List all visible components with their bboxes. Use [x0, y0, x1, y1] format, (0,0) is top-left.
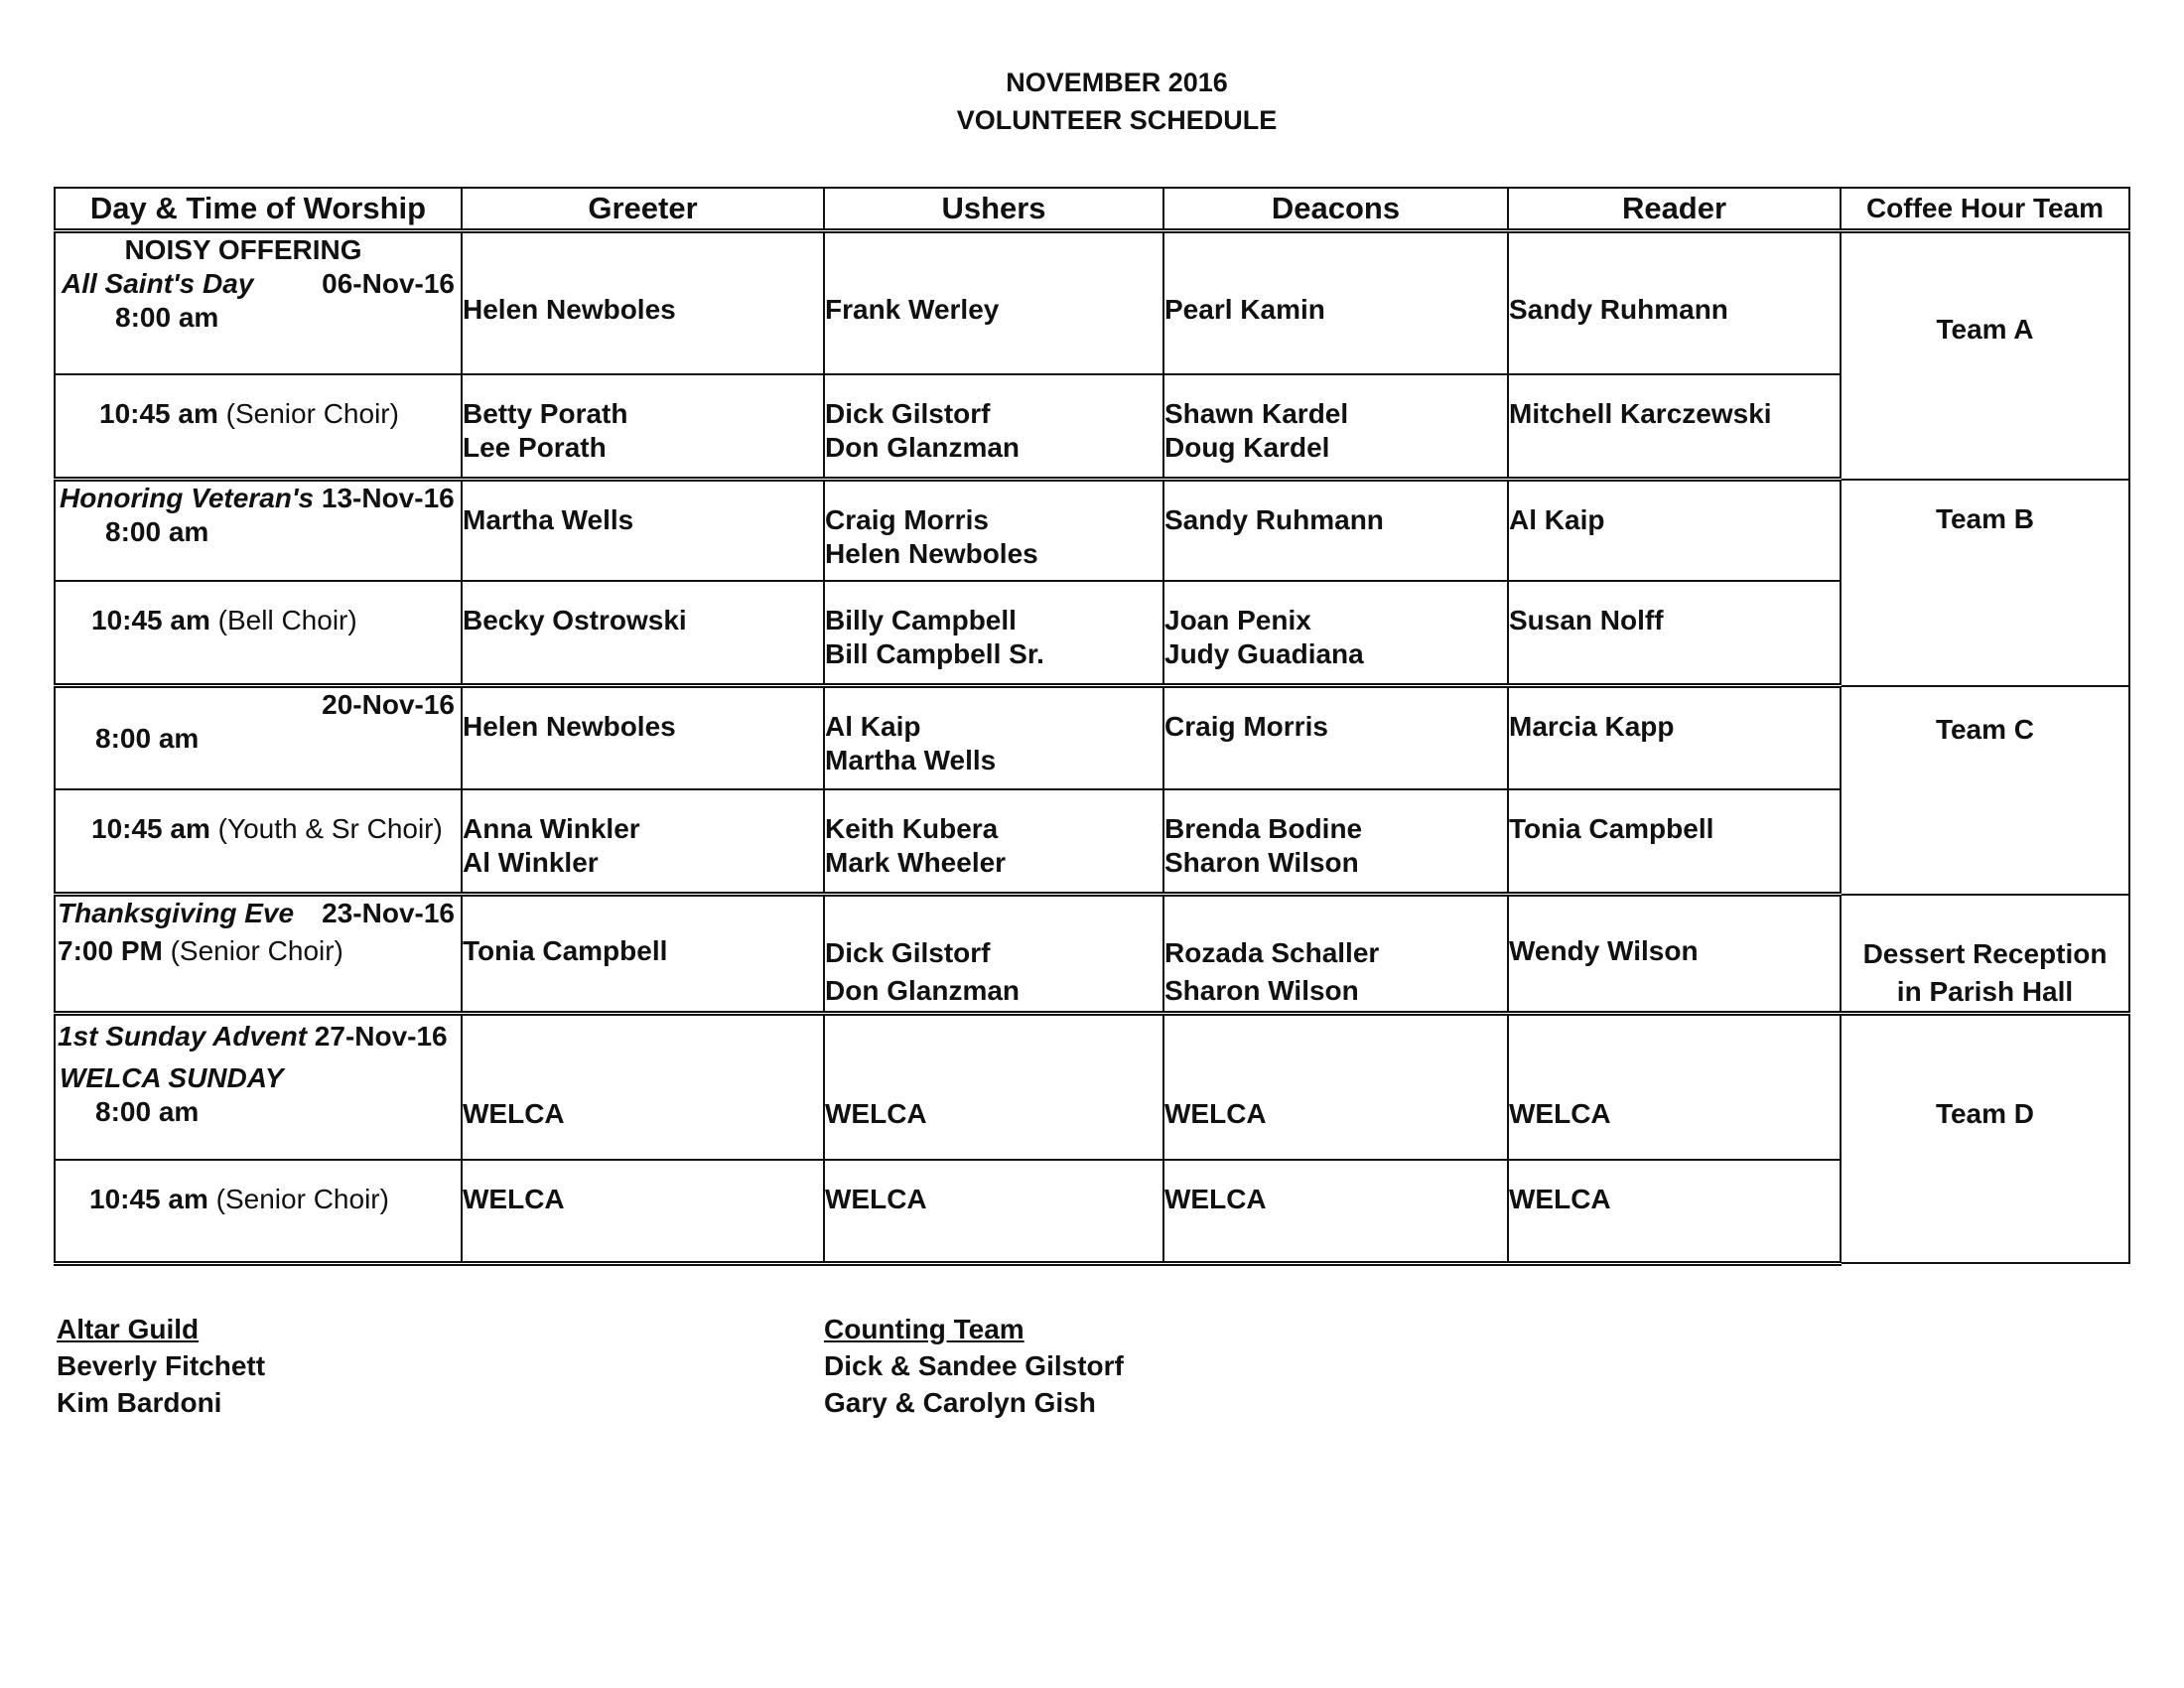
volunteer-name: Craig Morris [1164, 711, 1328, 742]
reader-cell [1508, 480, 1841, 581]
worship-cell [55, 480, 462, 581]
volunteer-name: WELCA [1509, 1184, 1611, 1214]
names [1509, 688, 1840, 744]
names [1164, 233, 1507, 327]
names [825, 482, 1162, 571]
reader-cell [1508, 789, 1841, 895]
ushers-cell [824, 231, 1163, 374]
names [463, 1016, 823, 1131]
greeter-cell [462, 374, 824, 480]
title-month: NOVEMBER 2016 [1006, 68, 1228, 97]
greeter-cell [462, 1013, 824, 1160]
worship-cell [55, 789, 462, 895]
names [1164, 582, 1507, 671]
volunteer-name: Doug Kardel [1164, 431, 1330, 463]
volunteer-name: Joan Penix [1164, 604, 1311, 635]
volunteer-name: WELCA [1164, 1184, 1267, 1214]
service-time: 10:45 am [99, 397, 218, 429]
altar-guild-section [57, 1311, 265, 1421]
table-row [55, 789, 2129, 895]
worship-cell [55, 686, 462, 789]
names [463, 482, 823, 537]
choir-note: (Senior Choir) [170, 935, 343, 966]
greeter-cell [462, 1160, 824, 1263]
service-date: 06-Nov-16 [322, 268, 455, 299]
service-time: 8:00 am [115, 302, 219, 333]
team-name: Team B [1935, 502, 2035, 534]
service-time: 10:45 am [91, 604, 210, 635]
ushers-cell [824, 789, 1163, 895]
coffee-team-cell [1841, 895, 2129, 1014]
reader-cell [1508, 686, 1841, 789]
names [463, 1161, 823, 1216]
deacons-cell [1163, 374, 1508, 480]
volunteer-name: Martha Wells [463, 504, 634, 535]
greeter-cell [462, 581, 824, 686]
deacons-cell [1163, 581, 1508, 686]
service-time-line [56, 375, 461, 431]
names [1164, 1016, 1507, 1131]
altar-guild-member: Beverly Fitchett [57, 1350, 266, 1381]
names [1164, 1161, 1507, 1216]
volunteer-name: Shawn Kardel [1164, 397, 1349, 429]
volunteer-name: Judy Guadiana [1164, 637, 1364, 669]
service-date: 27-Nov-16 [314, 1020, 448, 1052]
volunteer-name: Mark Wheeler [825, 846, 1007, 878]
names [1509, 375, 1840, 431]
reader-cell [1508, 374, 1841, 480]
occasion-line [56, 482, 461, 515]
volunteer-name: WELCA [1164, 1097, 1267, 1129]
deacons-cell [1163, 1013, 1508, 1160]
team-name-line: in Parish Hall [1896, 975, 2074, 1007]
occasion-name: 1st Sunday Advent [58, 1020, 308, 1052]
table-row [55, 581, 2129, 686]
service-time: 10:45 am [91, 812, 210, 844]
deacons-cell [1163, 895, 1508, 1014]
title-schedule: VOLUNTEER SCHEDULE [956, 105, 1278, 135]
names [1509, 582, 1840, 637]
header-ushers: Ushers [824, 188, 1163, 231]
names [825, 688, 1162, 777]
names [825, 1016, 1162, 1131]
names [1509, 482, 1840, 537]
volunteer-name: Dick Gilstorf [825, 937, 991, 968]
volunteer-name: Helen Newboles [825, 538, 1038, 569]
ushers-cell [824, 895, 1163, 1014]
worship-cell [55, 1160, 462, 1263]
coffee-team-cell [1841, 231, 2129, 480]
header-deacons: Deacons [1163, 188, 1508, 231]
choir-note: (Youth & Sr Choir) [217, 812, 443, 844]
deacons-cell [1163, 480, 1508, 581]
names [1164, 688, 1507, 744]
reader-cell [1508, 1013, 1841, 1160]
volunteer-name: Frank Werley [825, 294, 1000, 325]
header-reader: Reader [1508, 188, 1841, 231]
altar-guild-heading: Altar Guild [57, 1314, 200, 1344]
deacons-cell [1163, 1160, 1508, 1263]
volunteer-name: WELCA [825, 1097, 927, 1129]
occasion-line [56, 267, 461, 301]
reader-cell [1508, 895, 1841, 1014]
choir-note: (Senior Choir) [225, 397, 399, 429]
names [463, 790, 823, 880]
service-time-line [56, 582, 461, 637]
counting-team-member: Gary & Carolyn Gish [824, 1387, 1096, 1418]
volunteer-name: Keith Kubera [825, 812, 999, 844]
coffee-team-cell [1841, 1013, 2129, 1263]
occasion-line [56, 1016, 461, 1054]
table-row [55, 374, 2129, 480]
worship-cell [55, 374, 462, 480]
table-row [55, 231, 2129, 374]
greeter-cell [462, 789, 824, 895]
volunteer-name: Sharon Wilson [1164, 975, 1359, 1006]
names [463, 897, 823, 968]
service-date: 23-Nov-16 [322, 898, 455, 928]
header-worship: Day & Time of Worship [55, 188, 462, 231]
volunteer-schedule-table [54, 187, 2130, 1266]
service-time-line [56, 930, 461, 968]
worship-cell [55, 895, 462, 1014]
welca-sunday-label: WELCA SUNDAY [60, 1061, 284, 1093]
names [1164, 482, 1507, 537]
choir-note: (Senior Choir) [215, 1184, 389, 1214]
altar-guild-member: Kim Bardoni [57, 1387, 222, 1418]
greeter-cell [462, 480, 824, 581]
team-name-line: Dessert Reception [1862, 937, 2108, 969]
names [825, 790, 1162, 880]
occasion-line [56, 897, 461, 930]
greeter-cell [462, 231, 824, 374]
worship-cell [55, 231, 462, 374]
names [463, 233, 823, 327]
reader-cell [1508, 581, 1841, 686]
names [1164, 790, 1507, 880]
counting-team-heading: Counting Team [824, 1314, 1024, 1344]
names [1509, 790, 1840, 846]
table-row [55, 480, 2129, 581]
names [1509, 1161, 1840, 1216]
volunteer-name: Helen Newboles [463, 711, 676, 742]
names [1164, 897, 1507, 1010]
occasion-name: Honoring Veteran's [60, 483, 315, 513]
table-row [55, 1160, 2129, 1263]
choir-note: (Bell Choir) [217, 604, 357, 635]
reader-cell [1508, 231, 1841, 374]
volunteer-name: Billy Campbell [825, 604, 1017, 635]
occasion-name: All Saint's Day [62, 268, 254, 299]
volunteer-name: Pearl Kamin [1164, 294, 1325, 325]
service-time: 10:45 am [89, 1184, 208, 1214]
table-row [55, 1013, 2129, 1160]
names [463, 375, 823, 465]
volunteer-name: Marcia Kapp [1509, 711, 1675, 742]
names [825, 233, 1162, 327]
volunteer-name: Helen Newboles [463, 294, 676, 325]
volunteer-name: Betty Porath [463, 397, 628, 429]
team-name: Team C [1935, 713, 2035, 745]
volunteer-name: Tonia Campbell [1509, 812, 1714, 844]
reader-cell [1508, 1160, 1841, 1263]
deacons-cell [1163, 231, 1508, 374]
volunteer-name: Martha Wells [825, 745, 997, 775]
volunteer-name: Dick Gilstorf [825, 397, 991, 429]
names [1509, 897, 1840, 968]
volunteer-name: Bill Campbell Sr. [825, 637, 1044, 669]
names [1509, 1016, 1840, 1131]
names [463, 582, 823, 637]
volunteer-name: Al Kaip [1509, 504, 1605, 535]
volunteer-name: Tonia Campbell [463, 935, 668, 966]
service-time-line [56, 1161, 461, 1216]
names [1164, 375, 1507, 465]
service-time: 8:00 am [105, 516, 209, 547]
table-row [55, 895, 2129, 1014]
deacons-cell [1163, 686, 1508, 789]
page-title [0, 64, 2184, 139]
team-name: Team A [1936, 314, 2034, 345]
names [825, 582, 1162, 671]
worship-cell [55, 581, 462, 686]
volunteer-name: Don Glanzman [825, 431, 1021, 463]
names [825, 1161, 1162, 1216]
names [463, 688, 823, 744]
volunteer-name: WELCA [463, 1184, 565, 1214]
service-time: 8:00 am [95, 723, 200, 754]
volunteer-name: Anna Winkler [463, 812, 640, 844]
ushers-cell [824, 480, 1163, 581]
service-date: 20-Nov-16 [322, 689, 455, 720]
volunteer-name: Rozada Schaller [1164, 937, 1380, 968]
ushers-cell [824, 374, 1163, 480]
volunteer-name: Brenda Bodine [1164, 812, 1363, 844]
volunteer-name: WELCA [825, 1184, 927, 1214]
volunteer-name: Al Winkler [463, 846, 599, 878]
volunteer-name: Becky Ostrowski [463, 604, 687, 635]
coffee-team-cell [1841, 686, 2129, 895]
table-row [55, 686, 2129, 789]
volunteer-name: Don Glanzman [825, 975, 1021, 1006]
volunteer-name: Lee Porath [463, 431, 607, 463]
ushers-cell [824, 1160, 1163, 1263]
header-coffee: Coffee Hour Team [1841, 188, 2129, 231]
ushers-cell [824, 581, 1163, 686]
volunteer-name: Sandy Ruhmann [1509, 294, 1728, 325]
names [1509, 233, 1840, 327]
ushers-cell [824, 686, 1163, 789]
names [825, 897, 1162, 1010]
volunteer-name: Mitchell Karczewski [1509, 397, 1772, 429]
coffee-team-cell [1841, 480, 2129, 686]
occasion-name: Thanksgiving Eve [58, 898, 295, 928]
volunteer-name: Susan Nolff [1509, 604, 1664, 635]
worship-cell [55, 1013, 462, 1160]
counting-team-section [824, 1311, 1124, 1421]
volunteer-name: Al Kaip [825, 711, 921, 742]
greeter-cell [462, 895, 824, 1014]
deacons-cell [1163, 789, 1508, 895]
volunteer-name: Craig Morris [825, 504, 989, 535]
header-row [55, 188, 2129, 231]
greeter-cell [462, 686, 824, 789]
volunteer-name: Wendy Wilson [1509, 935, 1699, 966]
service-time: 7:00 PM [58, 935, 163, 966]
volunteer-name: Sandy Ruhmann [1164, 504, 1384, 535]
service-time-line [56, 790, 461, 846]
service-time: 8:00 am [95, 1095, 200, 1127]
names [825, 375, 1162, 465]
header-greeter: Greeter [462, 188, 824, 231]
volunteer-name: WELCA [463, 1097, 565, 1129]
team-name: Team D [1935, 1097, 2035, 1129]
volunteer-name: Sharon Wilson [1164, 846, 1359, 878]
counting-team-member: Dick & Sandee Gilstorf [824, 1350, 1124, 1381]
noisy-offering-label: NOISY OFFERING [124, 234, 362, 265]
service-date: 13-Nov-16 [321, 483, 455, 513]
volunteer-name: WELCA [1509, 1097, 1611, 1129]
ushers-cell [824, 1013, 1163, 1160]
